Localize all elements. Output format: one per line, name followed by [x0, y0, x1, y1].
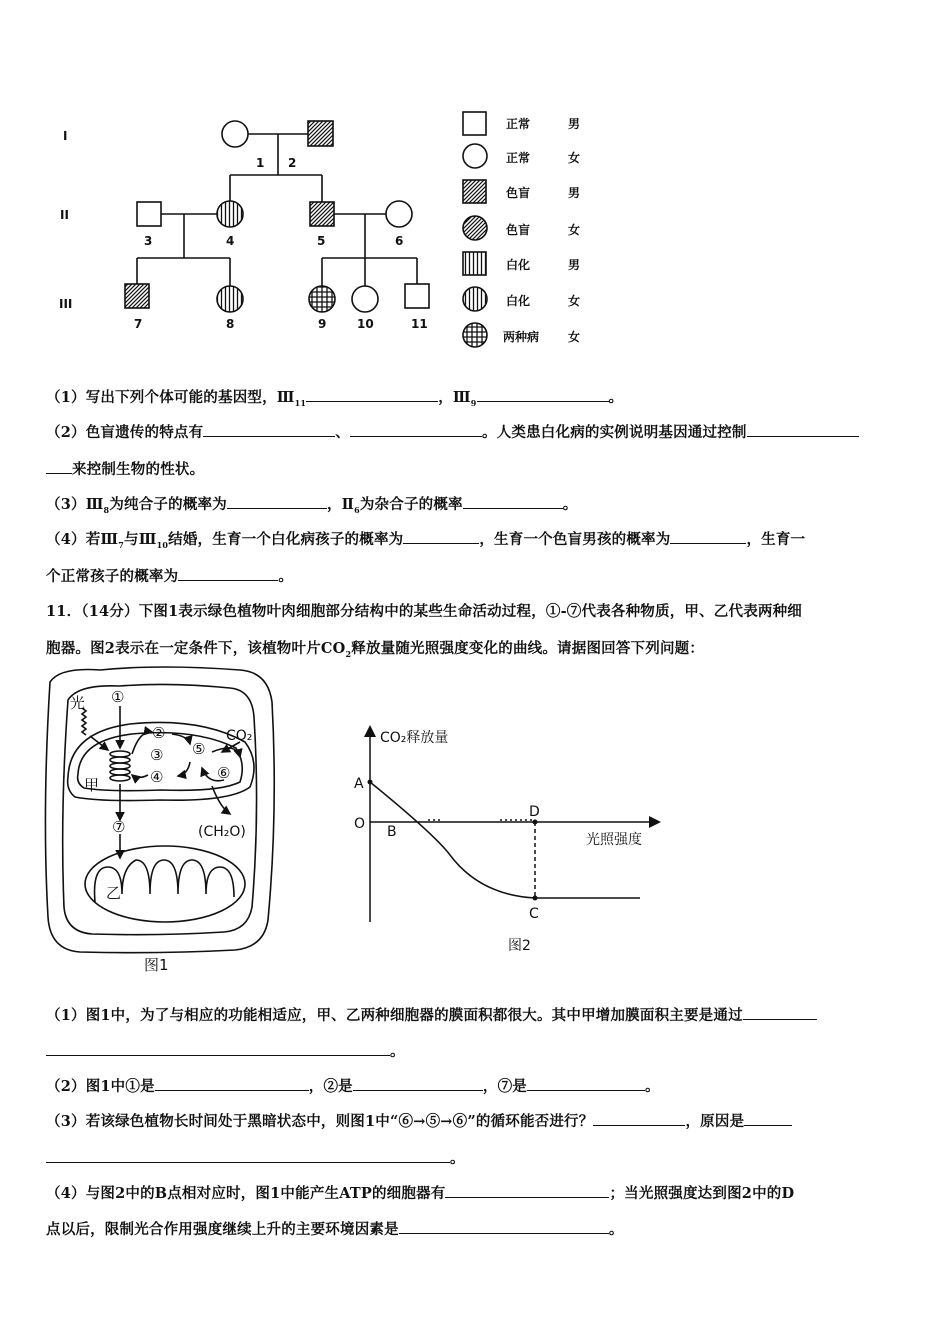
q11-part2: （2）图1中①是 ，②是 ，⑦是 。 [46, 1078, 660, 1095]
fig1-n1: ① [111, 688, 125, 706]
fig2-label-C: C [529, 906, 539, 922]
fig1-light-label: 光 [70, 694, 86, 712]
pedigree-chart [0, 100, 620, 360]
q11-intro-line2: 胞器。图2表示在一定条件下，该植物叶片$CO_2$释放量随光照强度变化的曲线。请据图回答下列问题： [46, 640, 705, 659]
q11-part3: （3）若该绿色植物长时间处于黑暗状态中，则图1中“⑥→⑤→⑥”的循环能否进行？ ，原因是 [46, 1110, 792, 1131]
fig1-caption: 图1 [144, 956, 169, 974]
legend-label: 色盲 [506, 223, 531, 237]
figure2-co2-curve [340, 720, 680, 960]
indiv-num: 10 [357, 317, 374, 331]
fig2-label-O: O [354, 816, 366, 832]
indiv-num: 4 [226, 234, 235, 248]
fig1-co2: CO₂ [226, 728, 253, 744]
fig2-caption: 图2 [508, 938, 531, 954]
legend-sex: 男 [568, 186, 581, 200]
q11-part4: （4）与图2中的B点相对应时，图1中能产生ATP的细胞器有 ；当光照强度达到图2中的D [46, 1185, 795, 1202]
q11-intro-line1: 11．（14分）下图1表示绿色植物叶肉细胞部分结构中的某些生命活动过程，①-⑦代表各种物质，甲、乙代表两种细 [46, 603, 803, 620]
legend-sex: 女 [568, 330, 581, 344]
q11-part4-cont: 点以后，限制光合作用强度继续上升的主要环境因素是 。 [46, 1221, 624, 1238]
point-D [533, 820, 538, 825]
q10-part4-cont: 个正常孩子的概率为 。 [46, 568, 294, 585]
fig1-n2: ② [152, 724, 166, 742]
indiv-num: 11 [411, 317, 428, 331]
q11-part3-cont: 。 [46, 1147, 465, 1168]
indiv-num: 8 [226, 317, 235, 331]
indiv-num: 3 [144, 234, 153, 248]
fig2-label-A: A [354, 776, 364, 792]
fig2-x-label: 光照强度 [586, 832, 642, 848]
indiv-num: 9 [318, 317, 327, 331]
legend-sex: 女 [568, 151, 581, 165]
indiv-num: 5 [317, 234, 326, 248]
legend-label: 正常 [506, 117, 531, 131]
fig1-jia: 甲 [84, 776, 100, 794]
gen-label: II [60, 208, 69, 222]
point-A [368, 780, 373, 785]
legend-sex: 女 [568, 294, 581, 308]
fig2-label-B: B [387, 824, 397, 840]
fig1-ch2o: (CH₂O) [198, 824, 246, 840]
fig1-n6: ⑥ [217, 764, 231, 782]
gen-label: III [59, 297, 73, 311]
fig1-yi: 乙 [106, 884, 122, 902]
q11-part1-cont: 。 [46, 1040, 405, 1061]
fig1-n3: ③ [150, 746, 164, 764]
q10-part3: $(3)Ⅲ_8$为纯合子的概率为 ，$Ⅱ_6$为杂合子的概率 。 [46, 496, 578, 515]
fig1-n7: ⑦ [112, 818, 126, 836]
fig2-y-label: CO₂释放量 [380, 730, 449, 746]
indiv-num: 6 [395, 234, 404, 248]
q10-part1: （1）写出下列个体可能的基因型，$Ⅲ_{11}$ ，$Ⅲ_9$ 。 [46, 389, 624, 408]
indiv-num: 7 [134, 317, 143, 331]
q10-part2: （2）色盲遗传的特点有 、 。人类患白化病的实例说明基因通过控制 [46, 421, 859, 442]
q10-part4: （4）若$Ⅲ_7$与$Ⅲ_{10}$结婚，生育一个白化病孩子的概率为 ，生育一个色盲男孩的概率为 ，生育一 [46, 531, 806, 550]
figure1-cell-diagram [40, 662, 290, 982]
legend-label: 正常 [506, 151, 531, 165]
legend-sex: 女 [568, 223, 581, 237]
legend-sex: 男 [568, 117, 581, 131]
fig1-n5: ⑤ [192, 740, 206, 758]
point-C [533, 896, 538, 901]
q11-part1: （1）图1中，为了与相应的功能相适应，甲、乙两种细胞器的膜面积都很大。其中甲增加膜面积主要是通过 [46, 1004, 817, 1025]
fig1-n4: ④ [150, 768, 164, 786]
legend-sex: 男 [568, 258, 581, 272]
indiv-num: 2 [288, 156, 297, 170]
legend-label: 色盲 [506, 186, 531, 200]
legend-label: 两种病 [503, 330, 540, 344]
fig2-label-D: D [529, 804, 540, 820]
legend-label: 白化 [506, 258, 531, 272]
q10-part2-cont: 来控制生物的性状。 [46, 458, 204, 479]
indiv-num: 1 [256, 156, 265, 170]
legend-label: 白化 [506, 294, 531, 308]
gen-label: I [63, 129, 68, 143]
